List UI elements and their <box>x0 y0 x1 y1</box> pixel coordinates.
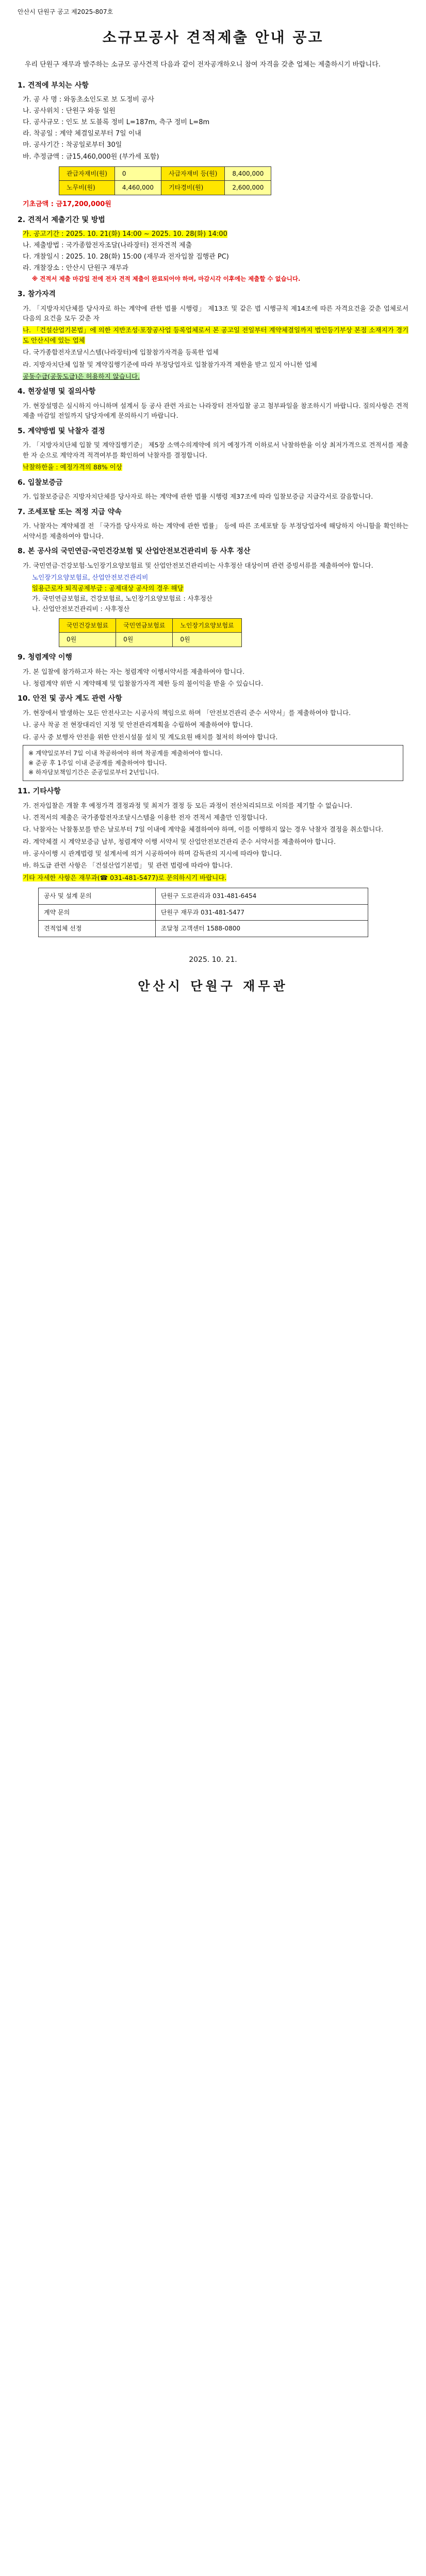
s2-item <box>23 229 408 240</box>
s8-item: 노인장기요양보험료, 산업안전보건관리비 <box>32 573 149 582</box>
s11-highlight-text: 기타 자세한 사항은 재무과(☎ 031-481-5477)로 문의하시기 바랍니다. <box>23 873 227 882</box>
ins-header: 노인장기요양보험료 <box>173 618 241 633</box>
base-price: 기초금액 : 금17,200,000원 <box>23 200 111 208</box>
contact-label: 계약 문의 <box>39 904 156 921</box>
insurance-table <box>59 618 242 647</box>
contact-label: 견적업체 선정 <box>39 921 156 937</box>
table-row <box>39 888 368 905</box>
table-row <box>59 166 271 181</box>
section-2-heading: 2. 견적서 제출기간 및 방법 <box>18 215 105 224</box>
s1-item: 마. 공사기간 : 착공일로부터 30일 <box>23 141 122 149</box>
table-row <box>59 618 242 633</box>
s11-item: 다. 낙찰자는 낙찰통보를 받은 날로부터 7일 이내에 계약을 체결하여야 하며, 이를 이행하지 않는 경우 낙찰자 결정을 취소합니다. <box>23 825 384 834</box>
schedule-line: ※ 하자담보책임기간은 준공일로부터 2년입니다. <box>28 769 159 776</box>
contact-value: 단원구 재무과 031-481-5477 <box>155 904 368 921</box>
s11-item: 라. 계약체결 시 계약보증금 납부, 청렴계약 이행 서약서 및 산업안전보건관리 준수 서약서를 제출하여야 합니다. <box>23 837 336 845</box>
s1-item: 바. 추정금액 : 금15,460,000원 (부가세 포함) <box>23 152 159 161</box>
s10-item: 다. 공사 중 보행자 안전을 위한 안전시설물 설치 및 계도요원 배치를 철저히 하여야 합니다. <box>23 733 278 741</box>
s3-item: 다. 국가종합전자조달시스템(나라장터)에 입찰참가자격을 등록한 업체 <box>23 348 219 357</box>
ins-value: 0원 <box>116 633 173 647</box>
issuing-authority: 안산시 단원구 재무관 <box>138 978 288 993</box>
s8-item: 나. 산업안전보건관리비 : 사후정산 <box>32 605 130 613</box>
s2-item-text: 가. 공고기간 : 2025. 10. 21(화) 14:00 ~ 2025. 10. 28(화) 14:00 <box>23 230 227 238</box>
contact-value: 단원구 도로관리과 031-481-6454 <box>155 888 368 905</box>
section-10-heading: 10. 안전 및 공사 계도 관련 사항 <box>18 694 122 703</box>
cost-value: 0 <box>114 166 161 181</box>
contact-table <box>38 888 368 937</box>
s10-item: 가. 현장에서 발생하는 모든 안전사고는 시공사의 책임으로 하며 「안전보건관리 준수 서약서」를 제출하여야 합니다. <box>23 708 351 717</box>
notice-number: 안산시 단원구 공고 제2025-807호 <box>18 8 113 15</box>
s11-item: 나. 견적서의 제출은 국가종합전자조달시스템을 이용한 전자 견적서 제출만 인정합니다. <box>23 813 268 821</box>
ins-header: 국민연금보험료 <box>116 618 173 633</box>
table-row <box>59 181 271 195</box>
s2-item: 다. 개찰일시 : 2025. 10. 28(화) 15:00 (재무과 전자입찰 집행관 PC) <box>23 252 229 261</box>
s1-item: 다. 공사규모 : 인도 보 도블록 정비 L=187m, 측구 정비 L=8m <box>23 118 210 127</box>
cost-table <box>59 166 271 195</box>
contact-value: 조달청 고객센터 1588-0800 <box>155 921 368 937</box>
s5-highlight <box>23 462 408 472</box>
section-1-heading: 1. 견적에 부치는 사항 <box>18 81 89 90</box>
s1-item: 가. 공 사 명 : 와동초소인도로 보 도정비 공사 <box>23 95 155 104</box>
s8-item-text: 일용근로자 퇴직공제부금 : 공제대상 공사의 경우 해당 <box>32 584 184 592</box>
section-4-heading: 4. 현장설명 및 질의사항 <box>18 387 96 396</box>
s2-item: 나. 제출방법 : 국가종합전자조달(나라장터) 전자견적 제출 <box>23 241 192 249</box>
s8-item <box>32 583 408 593</box>
s10-item: 나. 공사 착공 전 현장대리인 지정 및 안전관리계획을 수립하여 제출하여야 합니다. <box>23 721 253 729</box>
s5-highlight-text: 낙찰하한율 : 예정가격의 88% 이상 <box>23 463 122 471</box>
section-9-heading: 9. 청렴계약 이행 <box>18 653 72 662</box>
schedule-line: ※ 준공 후 1주일 이내 준공계를 제출하여야 합니다. <box>28 759 167 767</box>
s8-item: 가. 국민연금보험료, 건강보험료, 노인장기요양보험료 : 사후정산 <box>32 594 212 602</box>
table-row <box>39 921 368 937</box>
s9-item: 가. 본 입찰에 참가하고자 하는 자는 청렴계약 이행서약서를 제출하여야 합니다. <box>23 667 245 675</box>
cost-label: 사급자재비 등(원) <box>161 166 225 181</box>
s7-text: 가. 낙찰자는 계약체결 전 「국가를 당사자로 하는 계약에 관한 법률」 등에 따른 조세포탈 등 부정당업자에 해당하지 아니함을 확인하는 서약서를 제출하여야 합니다. <box>23 522 408 540</box>
s2-note: ※ 견적서 제출 마감일 전에 전자 견적 제출이 완료되어야 하며, 마감시각 이후에는 제출할 수 없습니다. <box>32 275 301 283</box>
s2-item: 라. 개찰장소 : 안산시 단원구 재무과 <box>23 264 128 273</box>
section-8-heading: 8. 본 공사의 국민연금·국민건강보험 및 산업안전보건관리비 등 사후 정산 <box>18 547 251 556</box>
s11-item: 마. 공사이행 시 관계법령 및 설계서에 의거 시공하여야 하며 감독관의 지시에 따라야 합니다. <box>23 850 282 858</box>
s11-item: 바. 하도급 관련 사항은 「건설산업기본법」 및 관련 법령에 따라야 합니다. <box>23 861 233 870</box>
cost-label: 기타경비(원) <box>161 181 225 195</box>
s3-item <box>23 325 408 345</box>
s1-item: 라. 착공일 : 계약 체결일로부터 7일 이내 <box>23 130 141 138</box>
cost-value: 4,460,000 <box>114 181 161 195</box>
section-6-heading: 6. 입찰보증금 <box>18 478 63 487</box>
notice-date: 2025. 10. 21. <box>189 955 237 964</box>
section-7-heading: 7. 조세포탈 또는 적정 지급 약속 <box>18 507 122 516</box>
s4-text: 가. 현장설명은 실시하지 아니하며 설계서 등 공사 관련 자료는 나라장터 전자입찰 공고 첨부파일을 참조하시기 바랍니다. 질의사항은 견적 제출 마감일 전일까지 담당자에게 문의하시기 바랍니다. <box>23 402 408 420</box>
document-title: 소규모공사 견적제출 안내 공고 <box>102 28 324 46</box>
s11-highlight <box>23 873 408 883</box>
cost-value: 2,600,000 <box>225 181 271 195</box>
s3-highlight <box>23 371 408 381</box>
s3-item: 가. 「지방자치단체를 당사자로 하는 계약에 관한 법률 시행령」 제13조 및 같은 법 시행규칙 제14조에 따른 자격요건을 갖춘 업체로서 다음의 요건을 모두 갖춘 자 <box>23 304 408 323</box>
intro-text: 우리 단원구 재무과 발주하는 소규모 공사견적 다음과 같이 전자공개하오니 참여 자격을 갖춘 업체는 제출하시기 바랍니다. <box>25 60 381 69</box>
table-row <box>59 633 242 647</box>
ins-value: 0원 <box>59 633 116 647</box>
s8-text: 가. 국민연금·건강보험·노인장기요양보험료 및 산업안전보건관리비는 사후정산 대상이며 관련 증빙서류를 제출하여야 합니다. <box>23 561 373 569</box>
s5-text: 가. 「지방자치단체 입찰 및 계약집행기준」 제5장 소액수의계약에 의거 예정가격 이하로서 낙찰하한율 이상 최저가격으로 견적서를 제출한 자 순으로 계약자격 적격여부를 확인하여 낙찰자를 결정합니다. <box>23 441 408 459</box>
s1-item: 나. 공사위치 : 단원구 와동 일원 <box>23 107 116 115</box>
cost-label: 관급자재비(원) <box>59 166 115 181</box>
s3-item: 라. 지방자치단체 입찰 및 계약집행기준에 따라 부정당업자로 입찰참가자격 제한을 받고 있지 아니한 업체 <box>23 360 317 368</box>
section-3-heading: 3. 참가자격 <box>18 290 56 299</box>
ins-value: 0원 <box>173 633 241 647</box>
s6-text: 가. 입찰보증금은 지방자치단체를 당사자로 하는 계약에 관한 법률 시행령 제37조에 따라 입찰보증금 지급각서로 갈음합니다. <box>23 493 373 501</box>
schedule-box <box>23 745 403 781</box>
table-row <box>39 904 368 921</box>
s9-item: 나. 청렴계약 위반 시 계약해제 및 입찰참가자격 제한 등의 불이익을 받을 수 있습니다. <box>23 679 264 687</box>
s11-item: 가. 전자입찰은 개찰 후 예정가격 결정과정 및 최저가 결정 등 모든 과정이 전산처리되므로 이의를 제기할 수 없습니다. <box>23 801 353 809</box>
cost-label: 노무비(원) <box>59 181 115 195</box>
section-5-heading: 5. 계약방법 및 낙찰자 결정 <box>18 427 105 435</box>
cost-value: 8,400,000 <box>225 166 271 181</box>
section-11-heading: 11. 기타사항 <box>18 787 61 795</box>
s3-item-text: 나. 「건설산업기본법」에 의한 지반조성·포장공사업 등록업체로서 본 공고일 전일부터 계약체결일까지 법인등기부상 본점 소재지가 경기도 안산시에 있는 업체 <box>23 326 408 344</box>
s3-highlight-text: 공동수급(공동도급)은 허용하지 않습니다. <box>23 372 140 380</box>
schedule-line: ※ 계약일로부터 7일 이내 착공하여야 하며 착공계를 제출하여야 합니다. <box>28 750 223 757</box>
contact-label: 공사 및 설계 문의 <box>39 888 156 905</box>
ins-header: 국민건강보험료 <box>59 618 116 633</box>
